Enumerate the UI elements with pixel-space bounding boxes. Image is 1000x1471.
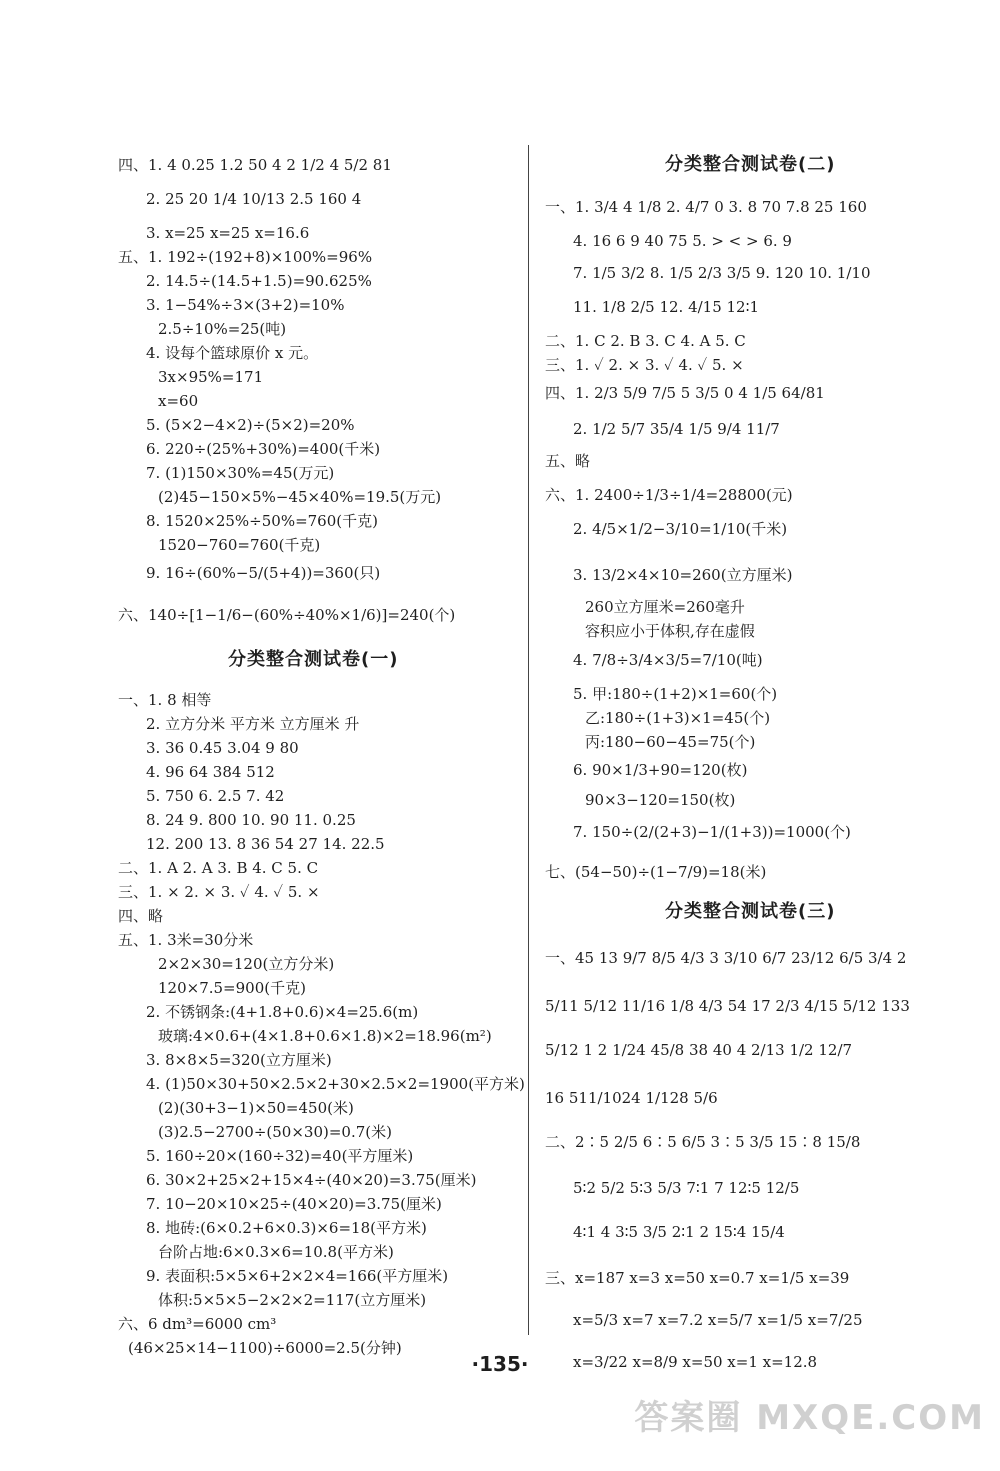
answer-line: 7. (1)150×30%=45(万元) xyxy=(146,464,335,482)
answer-line: 4. 设每个篮球原价 x 元。 xyxy=(146,344,319,362)
answer-line: 三、1. × 2. × 3. ✓ 4. ✓ 5. × xyxy=(118,883,320,901)
answer-line: 丙:180−60−45=75(个) xyxy=(585,733,756,751)
answer-line: 5. (5×2−4×2)÷(5×2)=20% xyxy=(146,416,355,434)
answer-line: 90×3−120=150(枚) xyxy=(585,791,736,809)
section-heading: 分类整合测试卷(三) xyxy=(665,901,836,922)
answer-line: 二、1. C 2. B 3. C 4. A 5. C xyxy=(545,332,746,350)
answer-line: (2)(30+3−1)×50=450(米) xyxy=(158,1099,354,1117)
answer-line: 体积:5×5×5−2×2×2=117(立方厘米) xyxy=(158,1291,427,1309)
answer-line: 2.5÷10%=25(吨) xyxy=(158,320,287,338)
answer-line: 三、1. ✓ 2. × 3. ✓ 4. ✓ 5. × xyxy=(545,356,744,374)
answer-line: 2. 4/5×1/2−3/10=1/10(千米) xyxy=(573,520,788,538)
answer-line: 6. 220÷(25%+30%)=400(千米) xyxy=(146,440,381,458)
page-number: ·135· xyxy=(471,1352,529,1376)
answer-line: 二、1. A 2. A 3. B 4. C 5. C xyxy=(118,859,319,877)
answer-line: (2)45−150×5%−45×40%=19.5(万元) xyxy=(158,488,442,506)
answer-line: x=3/22 x=8/9 x=50 x=1 x=12.8 xyxy=(573,1353,818,1371)
answer-line: 4. 7/8÷3/4×3/5=7/10(吨) xyxy=(573,651,763,669)
answer-line: 5. 750 6. 2.5 7. 42 xyxy=(146,787,285,805)
answer-line: 4. 16 6 9 40 75 5. > < > 6. 9 xyxy=(573,232,792,250)
answer-line: 4∶1 4 3∶5 3/5 2∶1 2 15∶4 15/4 xyxy=(573,1223,785,1241)
answer-line: 3. 1−54%÷3×(3+2)=10% xyxy=(146,296,345,314)
answer-line: 五、1. 3米=30分米 xyxy=(118,931,254,949)
answer-line: (46×25×14−1100)÷6000=2.5(分钟) xyxy=(128,1339,402,1357)
answer-line: 五、略 xyxy=(545,452,591,470)
answer-line: 三、x=187 x=3 x=50 x=0.7 x=1/5 x=39 xyxy=(545,1269,850,1287)
answer-line: 二、2∶5 2/5 6∶5 6/5 3∶5 3/5 15∶8 15/8 xyxy=(545,1133,861,1151)
section-heading: 分类整合测试卷(二) xyxy=(665,154,836,175)
answer-line: 9. 16÷(60%−5/(5+4))=360(只) xyxy=(146,564,381,582)
answer-line: 四、1. 2/3 5/9 7/5 5 3/5 0 4 1/5 64/81 xyxy=(545,384,825,402)
answer-line: 7. 10−20×10×25÷(40×20)=3.75(厘米) xyxy=(146,1195,442,1213)
answer-line: 一、1. 3/4 4 1/8 2. 4/7 0 3. 8 70 7.8 25 160 xyxy=(545,198,867,216)
answer-line: 2. 1/2 5/7 35/4 1/5 9/4 11/7 xyxy=(573,420,780,438)
answer-line: 3. 13/2×4×10=260(立方厘米) xyxy=(573,566,793,584)
answer-line: 4. (1)50×30+50×2.5×2+30×2.5×2=1900(平方米) xyxy=(146,1075,525,1093)
answer-line: 2. 不锈钢条:(4+1.8+0.6)×4=25.6(m) xyxy=(146,1003,419,1021)
answer-line: 五、1. 192÷(192+8)×100%=96% xyxy=(118,248,373,266)
answer-line: 6. 90×1/3+90=120(枚) xyxy=(573,761,748,779)
answer-line: (3)2.5−2700÷(50×30)=0.7(米) xyxy=(158,1123,392,1141)
answer-line: 乙:180÷(1+3)×1=45(个) xyxy=(585,709,771,727)
answer-line: 8. 地砖:(6×0.2+6×0.3)×6=18(平方米) xyxy=(146,1219,427,1237)
answer-line: x=60 xyxy=(158,392,199,410)
answer-line: 5/12 1 2 1/24 45/8 38 40 4 2/13 1/2 12/7 xyxy=(545,1041,853,1059)
answer-line: 12. 200 13. 8 36 54 27 14. 22.5 xyxy=(146,835,385,853)
column-divider xyxy=(528,145,529,1335)
answer-line: x=5/3 x=7 x=7.2 x=5/7 x=1/5 x=7/25 xyxy=(573,1311,863,1329)
section-heading: 分类整合测试卷(一) xyxy=(228,649,399,670)
answer-line: 容积应小于体积,存在虚假 xyxy=(585,622,755,640)
answer-line: 一、45 13 9/7 8/5 4/3 3 3/10 6/7 23/12 6/5 3/4 2 xyxy=(545,949,907,967)
answer-line: 台阶占地:6×0.3×6=10.8(平方米) xyxy=(158,1243,394,1261)
answer-line: 5. 160÷20×(160÷32)=40(平方厘米) xyxy=(146,1147,414,1165)
answer-line: 3. x=25 x=25 x=16.6 xyxy=(146,224,310,242)
answer-line: 8. 1520×25%÷50%=760(千克) xyxy=(146,512,378,530)
answer-line: 7. 1/5 3/2 8. 1/5 2/3 3/5 9. 120 10. 1/10 xyxy=(573,264,871,282)
answer-line: 3. 8×8×5=320(立方厘米) xyxy=(146,1051,332,1069)
answer-line: 六、6 dm³=6000 cm³ xyxy=(118,1315,277,1333)
answer-line: 六、140÷[1−1/6−(60%÷40%×1/6)]=240(个) xyxy=(118,606,456,624)
answer-line: 七、(54−50)÷(1−7/9)=18(米) xyxy=(545,863,767,881)
answer-line: 11. 1/8 2/5 12. 4/15 12∶1 xyxy=(573,298,760,316)
answer-line: 3. 36 0.45 3.04 9 80 xyxy=(146,739,299,757)
answer-line: 6. 30×2+25×2+15×4÷(40×20)=3.75(厘米) xyxy=(146,1171,477,1189)
answer-line: 3x×95%=171 xyxy=(158,368,264,386)
watermark-logo: 答案圈 MXQE.COM xyxy=(634,1398,985,1438)
answer-line: 玻璃:4×0.6+(4×1.8+0.6×1.8)×2=18.96(m²) xyxy=(158,1027,492,1045)
answer-line: 5. 甲:180÷(1+2)×1=60(个) xyxy=(573,685,778,703)
answer-line: 5/11 5/12 11/16 1/8 4/3 54 17 2/3 4/15 5/12 133 xyxy=(545,997,910,1015)
answer-line: 260立方厘米=260毫升 xyxy=(585,598,745,616)
answer-line: 16 511/1024 1/128 5/6 xyxy=(545,1089,718,1107)
answer-line: 四、1. 4 0.25 1.2 50 4 2 1/2 4 5/2 81 xyxy=(118,156,392,174)
answer-line: 六、1. 2400÷1/3÷1/4=28800(元) xyxy=(545,486,793,504)
answer-line: 四、略 xyxy=(118,907,164,925)
answer-line: 2×2×30=120(立方分米) xyxy=(158,955,335,973)
answer-line: 7. 150÷(2/(2+3)−1/(1+3))=1000(个) xyxy=(573,823,851,841)
answer-line: 5∶2 5/2 5∶3 5/3 7∶1 7 12∶5 12/5 xyxy=(573,1179,800,1197)
answer-line: 一、1. 8 相等 xyxy=(118,691,212,709)
answer-line: 9. 表面积:5×5×6+2×2×4=166(平方厘米) xyxy=(146,1267,449,1285)
answer-line: 2. 25 20 1/4 10/13 2.5 160 4 xyxy=(146,190,362,208)
answer-line: 1520−760=760(千克) xyxy=(158,536,321,554)
answer-line: 2. 14.5÷(14.5+1.5)=90.625% xyxy=(146,272,372,290)
answer-line: 2. 立方分米 平方米 立方厘米 升 xyxy=(146,715,360,733)
answer-line: 8. 24 9. 800 10. 90 11. 0.25 xyxy=(146,811,356,829)
answer-line: 4. 96 64 384 512 xyxy=(146,763,275,781)
answer-line: 120×7.5=900(千克) xyxy=(158,979,306,997)
